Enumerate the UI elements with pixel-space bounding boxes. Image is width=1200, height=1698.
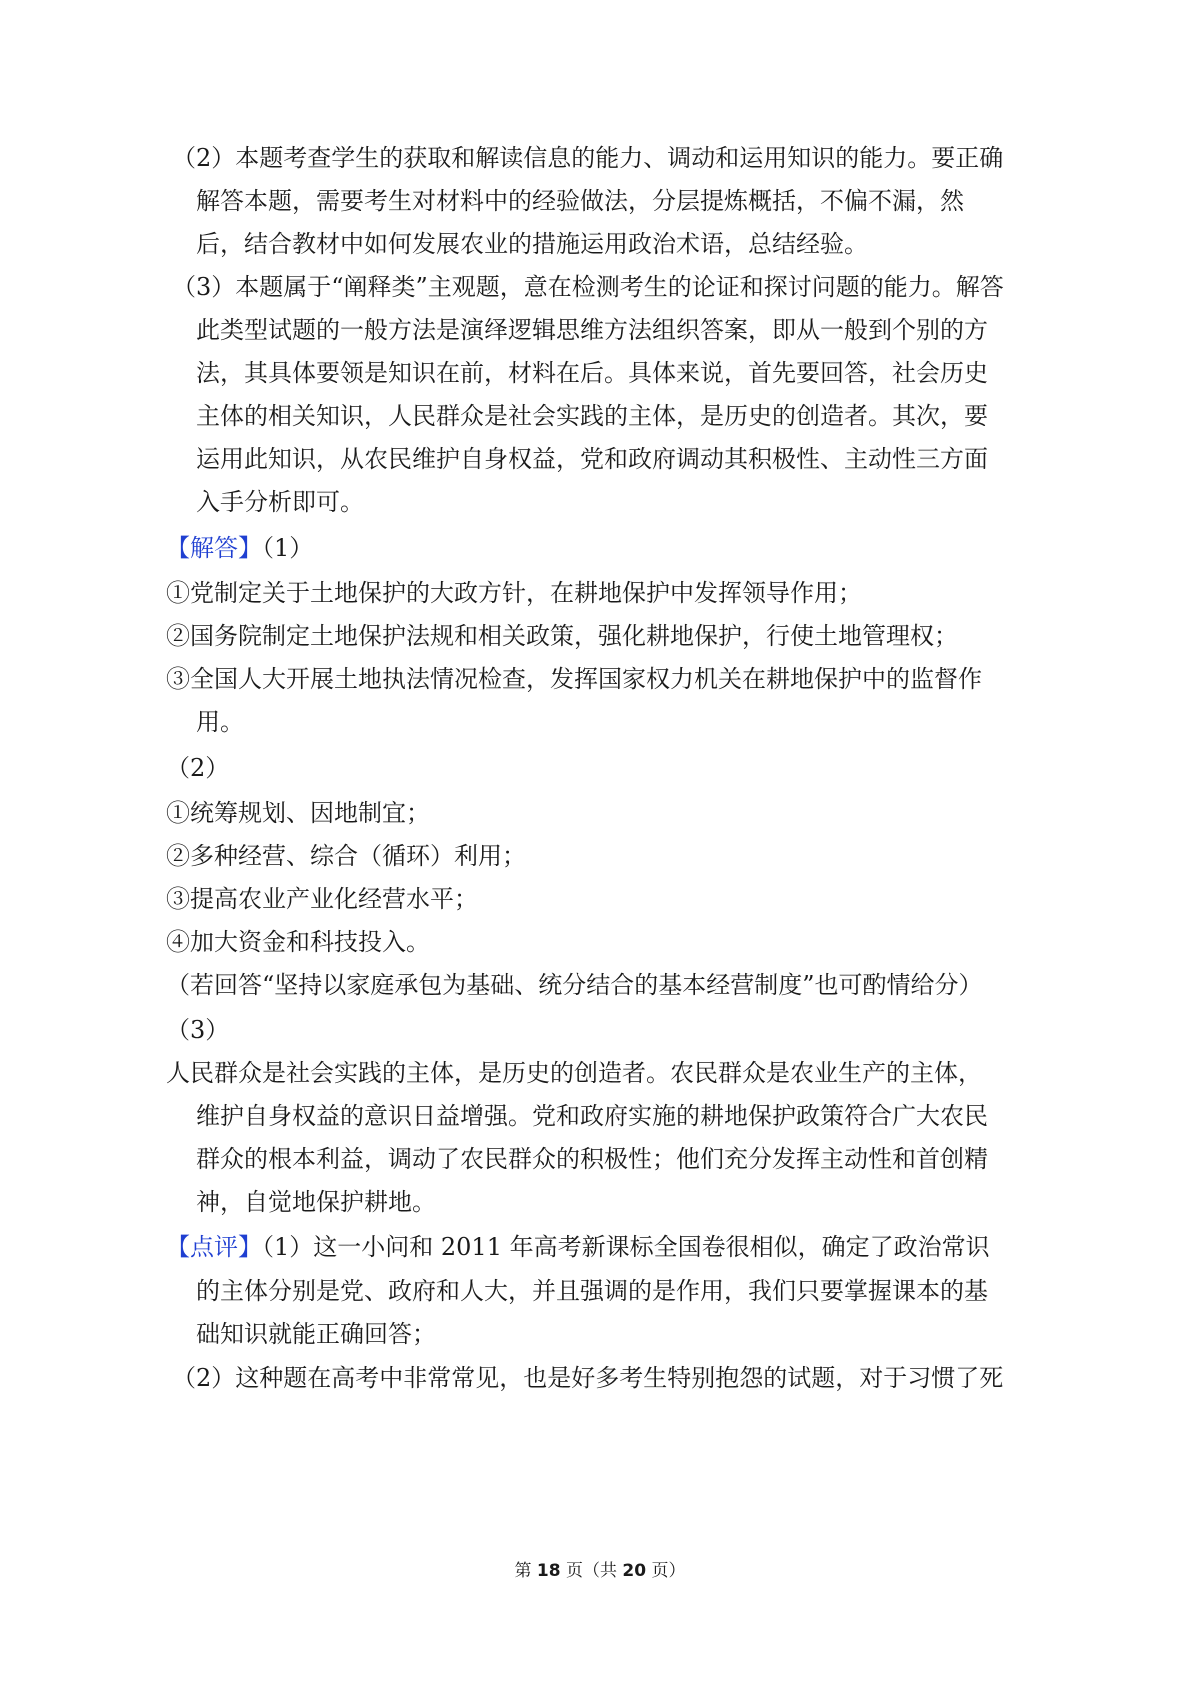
answer-part2-number: （2） — [166, 754, 230, 782]
comment-label: 【点评】 — [166, 1233, 262, 1261]
answer-part3-line: 人民群众是社会实践的主体，是历史的创造者。农民群众是农业生产的主体， — [166, 1059, 982, 1087]
answer-part2-line: ②多种经营、综合（循环）利用； — [166, 842, 526, 870]
comment-first-line — [166, 1231, 990, 1263]
analysis-p3-line: 此类型试题的一般方法是演绎逻辑思维方法组织答案，即从一般到个别的方 — [196, 316, 988, 344]
comment-line: 的主体分别是党、政府和人大，并且强调的是作用，我们只要掌握课本的基 — [196, 1277, 988, 1305]
analysis-p2-line: （2）本题考查学生的获取和解读信息的能力、调动和运用知识的能力。要正确 — [172, 144, 1004, 172]
analysis-p3-line: 法，其具体要领是知识在前，材料在后。具体来说，首先要回答，社会历史 — [196, 359, 988, 387]
answer-part3-number: （3） — [166, 1016, 230, 1044]
footer-total-pages: 20 — [622, 1561, 647, 1581]
answer-part1-number: （1） — [262, 534, 314, 562]
footer-prefix: 第 — [514, 1561, 532, 1581]
analysis-p3-line: 入手分析即可。 — [196, 488, 364, 516]
answer-part1-line: ②国务院制定土地保护法规和相关政策，强化耕地保护，行使土地管理权； — [166, 622, 958, 650]
analysis-p2-line: 后，结合教材中如何发展农业的措施运用政治术语，总结经验。 — [196, 230, 868, 258]
analysis-p2-line: 解答本题，需要考生对材料中的经验做法，分层提炼概括，不偏不漏，然 — [196, 187, 964, 215]
answer-part1-line: 用。 — [196, 708, 244, 736]
answer-part2-line: ③提高农业产业化经营水平； — [166, 885, 478, 913]
page-footer — [0, 1560, 1200, 1582]
comment-line: 础知识就能正确回答； — [196, 1320, 436, 1348]
answer-part3-line: 群众的根本利益，调动了农民群众的积极性；他们充分发挥主动性和首创精 — [196, 1145, 988, 1173]
analysis-p3-line: （3）本题属于“阐释类”主观题，意在检测考生的论证和探讨问题的能力。解答 — [172, 273, 1004, 301]
answer-heading — [166, 532, 313, 564]
answer-part2-line: ①统筹规划、因地制宜； — [166, 799, 430, 827]
answer-part3-line: 神，自觉地保护耕地。 — [196, 1188, 436, 1216]
analysis-p3-line: 主体的相关知识，人民群众是社会实践的主体，是历史的创造者。其次，要 — [196, 402, 988, 430]
answer-part2-line: ④加大资金和科技投入。 — [166, 928, 430, 956]
answer-part1-line: ①党制定关于土地保护的大政方针，在耕地保护中发挥领导作用； — [166, 579, 862, 607]
footer-page-number: 18 — [536, 1561, 561, 1581]
answer-part3-line: 维护自身权益的意识日益增强。党和政府实施的耕地保护政策符合广大农民 — [196, 1102, 988, 1130]
analysis-p3-line: 运用此知识，从农民维护自身权益，党和政府调动其积极性、主动性三方面 — [196, 445, 988, 473]
answer-label: 【解答】 — [166, 534, 262, 562]
answer-part2-note: （若回答“坚持以家庭承包为基础、统分结合的基本经营制度”也可酌情给分） — [166, 971, 983, 999]
footer-middle: 页（共 — [566, 1561, 617, 1581]
comment-line: （2）这种题在高考中非常常见，也是好多考生特别抱怨的试题，对于习惯了死 — [172, 1364, 1004, 1392]
comment-text: （1）这一小问和 2011 年高考新课标全国卷很相似，确定了政治常识 — [262, 1233, 990, 1261]
footer-suffix: 页） — [651, 1561, 686, 1581]
answer-part1-line: ③全国人大开展土地执法情况检查，发挥国家权力机关在耕地保护中的监督作 — [166, 665, 982, 693]
